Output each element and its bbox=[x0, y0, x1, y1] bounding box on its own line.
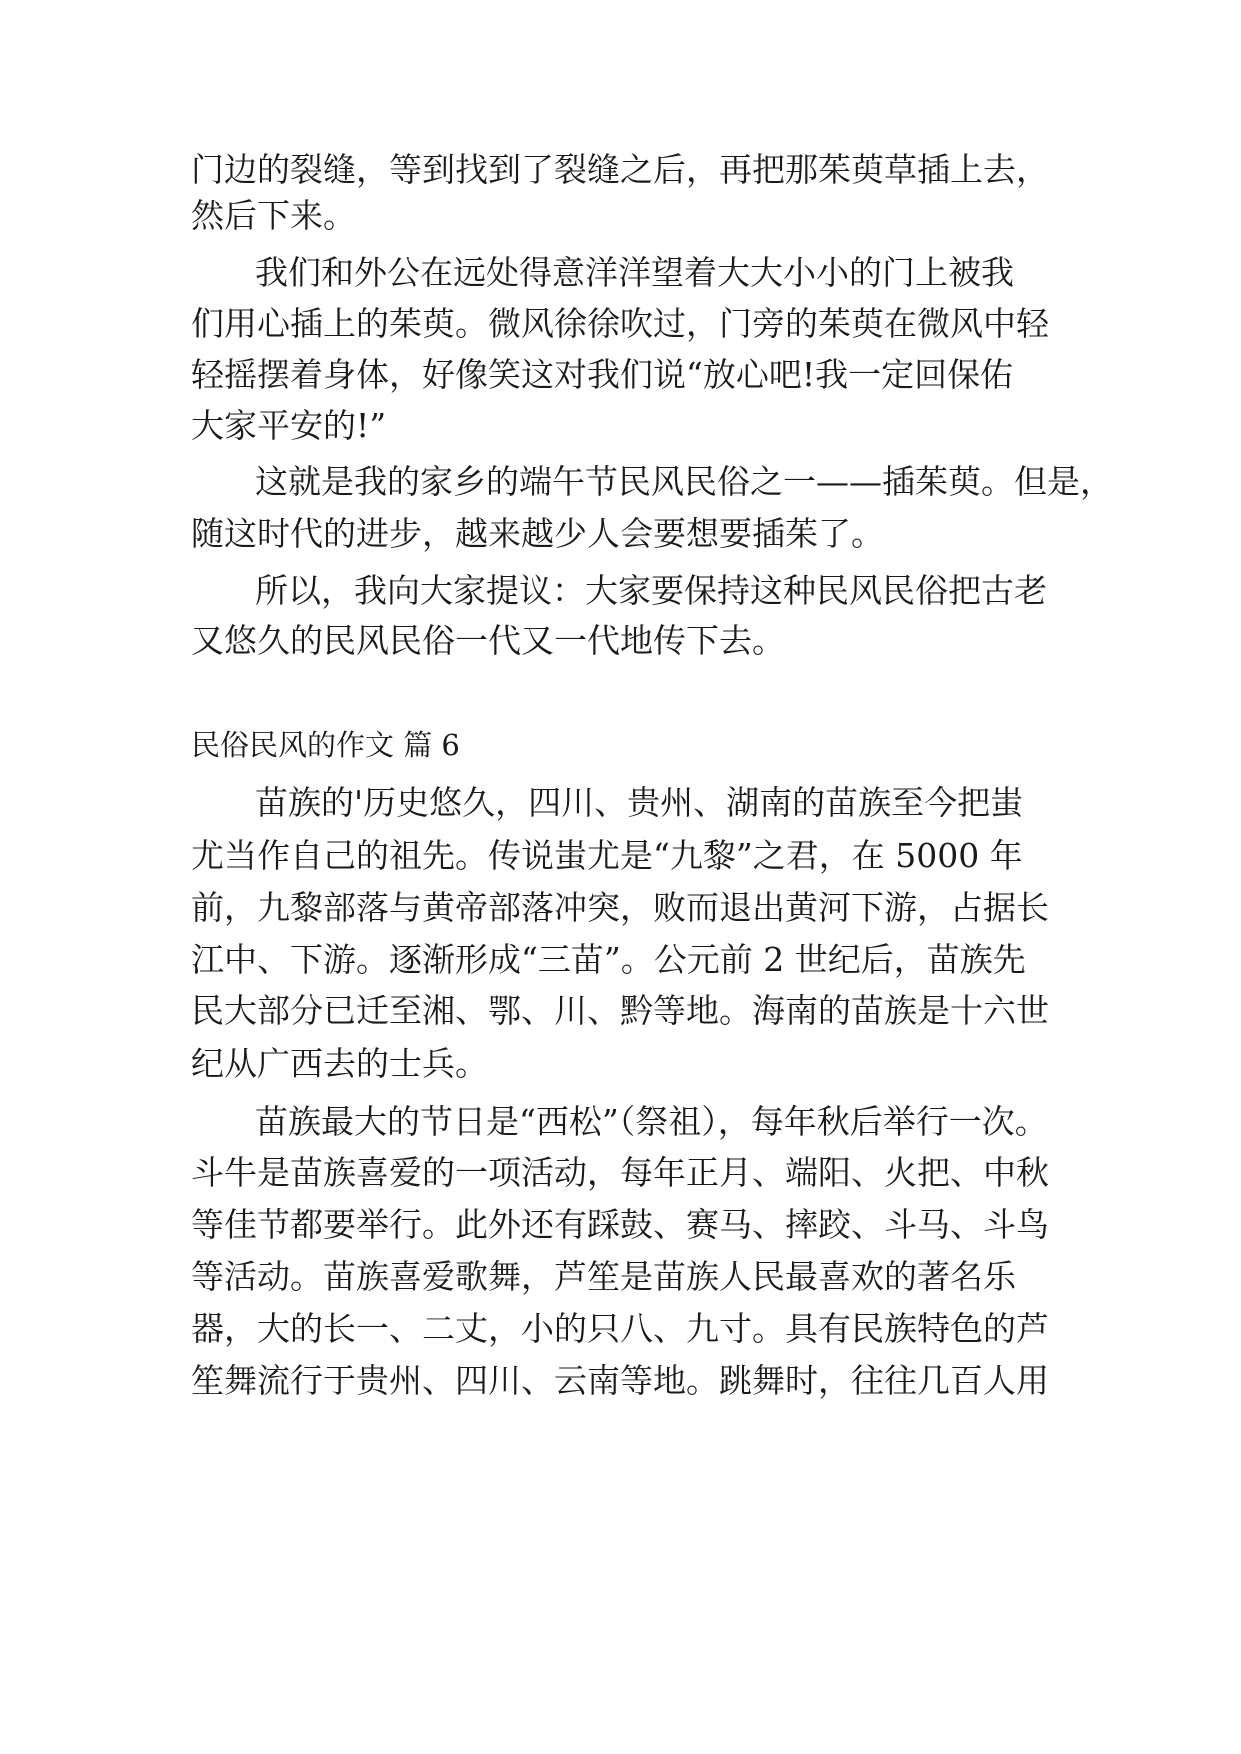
paragraph-line: 苗族的'历史悠久，四川、贵州、湖南的苗族至今把蚩 bbox=[255, 783, 1024, 822]
paragraph-line: 江中、下游。逐渐形成“三苗”。公元前 2 世纪后，苗族先 bbox=[191, 940, 1026, 979]
paragraph-line: 大家平安的!” bbox=[191, 406, 387, 445]
paragraph-line: 前，九黎部落与黄帝部落冲突，败而退出黄河下游，占据长 bbox=[191, 888, 1049, 927]
section-title: 民俗民风的作文 篇 6 bbox=[191, 728, 460, 762]
paragraph-line: 我们和外公在远处得意洋洋望着大大小小的门上被我 bbox=[255, 253, 1014, 292]
paragraph-line: 纪从广西去的士兵。 bbox=[191, 1044, 488, 1083]
paragraph-line: 这就是我的家乡的端午节民风民俗之一——插茱萸。但是， bbox=[255, 462, 1113, 501]
paragraph-line: 笙舞流行于贵州、四川、云南等地。跳舞时，往往几百人用 bbox=[191, 1361, 1049, 1400]
paragraph-line: 随这时代的进步，越来越少人会要想要插茱了。 bbox=[191, 514, 884, 553]
paragraph-line: 器，大的长一、二丈，小的只八、九寸。具有民族特色的芦 bbox=[191, 1309, 1049, 1348]
paragraph-line: 尤当作自己的祖先。传说蚩尤是“九黎”之君，在 5000 年 bbox=[191, 836, 1023, 875]
paragraph-line: 轻摇摆着身体，好像笑这对我们说“放心吧!我一定回保佑 bbox=[191, 355, 1014, 394]
paragraph-line: 又悠久的民风民俗一代又一代地传下去。 bbox=[191, 621, 785, 660]
paragraph-line: 门边的裂缝，等到找到了裂缝之后，再把那茱萸草插上去， bbox=[191, 150, 1049, 189]
paragraph-line: 所以，我向大家提议：大家要保持这种民风民俗把古老 bbox=[255, 571, 1047, 610]
paragraph-line: 斗牛是苗族喜爱的一项活动，每年正月、端阳、火把、中秋 bbox=[191, 1153, 1049, 1192]
paragraph-line: 民大部分已迁至湘、鄂、川、黔等地。海南的苗族是十六世 bbox=[191, 991, 1049, 1030]
paragraph-line: 等佳节都要举行。此外还有踩鼓、赛马、摔跤、斗马、斗鸟 bbox=[191, 1205, 1049, 1244]
paragraph-line: 苗族最大的节日是“西松”（祭祖），每年秋后举行一次。 bbox=[255, 1102, 1048, 1141]
paragraph-line: 们用心插上的茱萸。微风徐徐吹过，门旁的茱萸在微风中轻 bbox=[191, 304, 1049, 343]
paragraph-line: 然后下来。 bbox=[191, 196, 356, 235]
paragraph-line: 等活动。苗族喜爱歌舞，芦笙是苗族人民最喜欢的著名乐 bbox=[191, 1257, 1016, 1296]
